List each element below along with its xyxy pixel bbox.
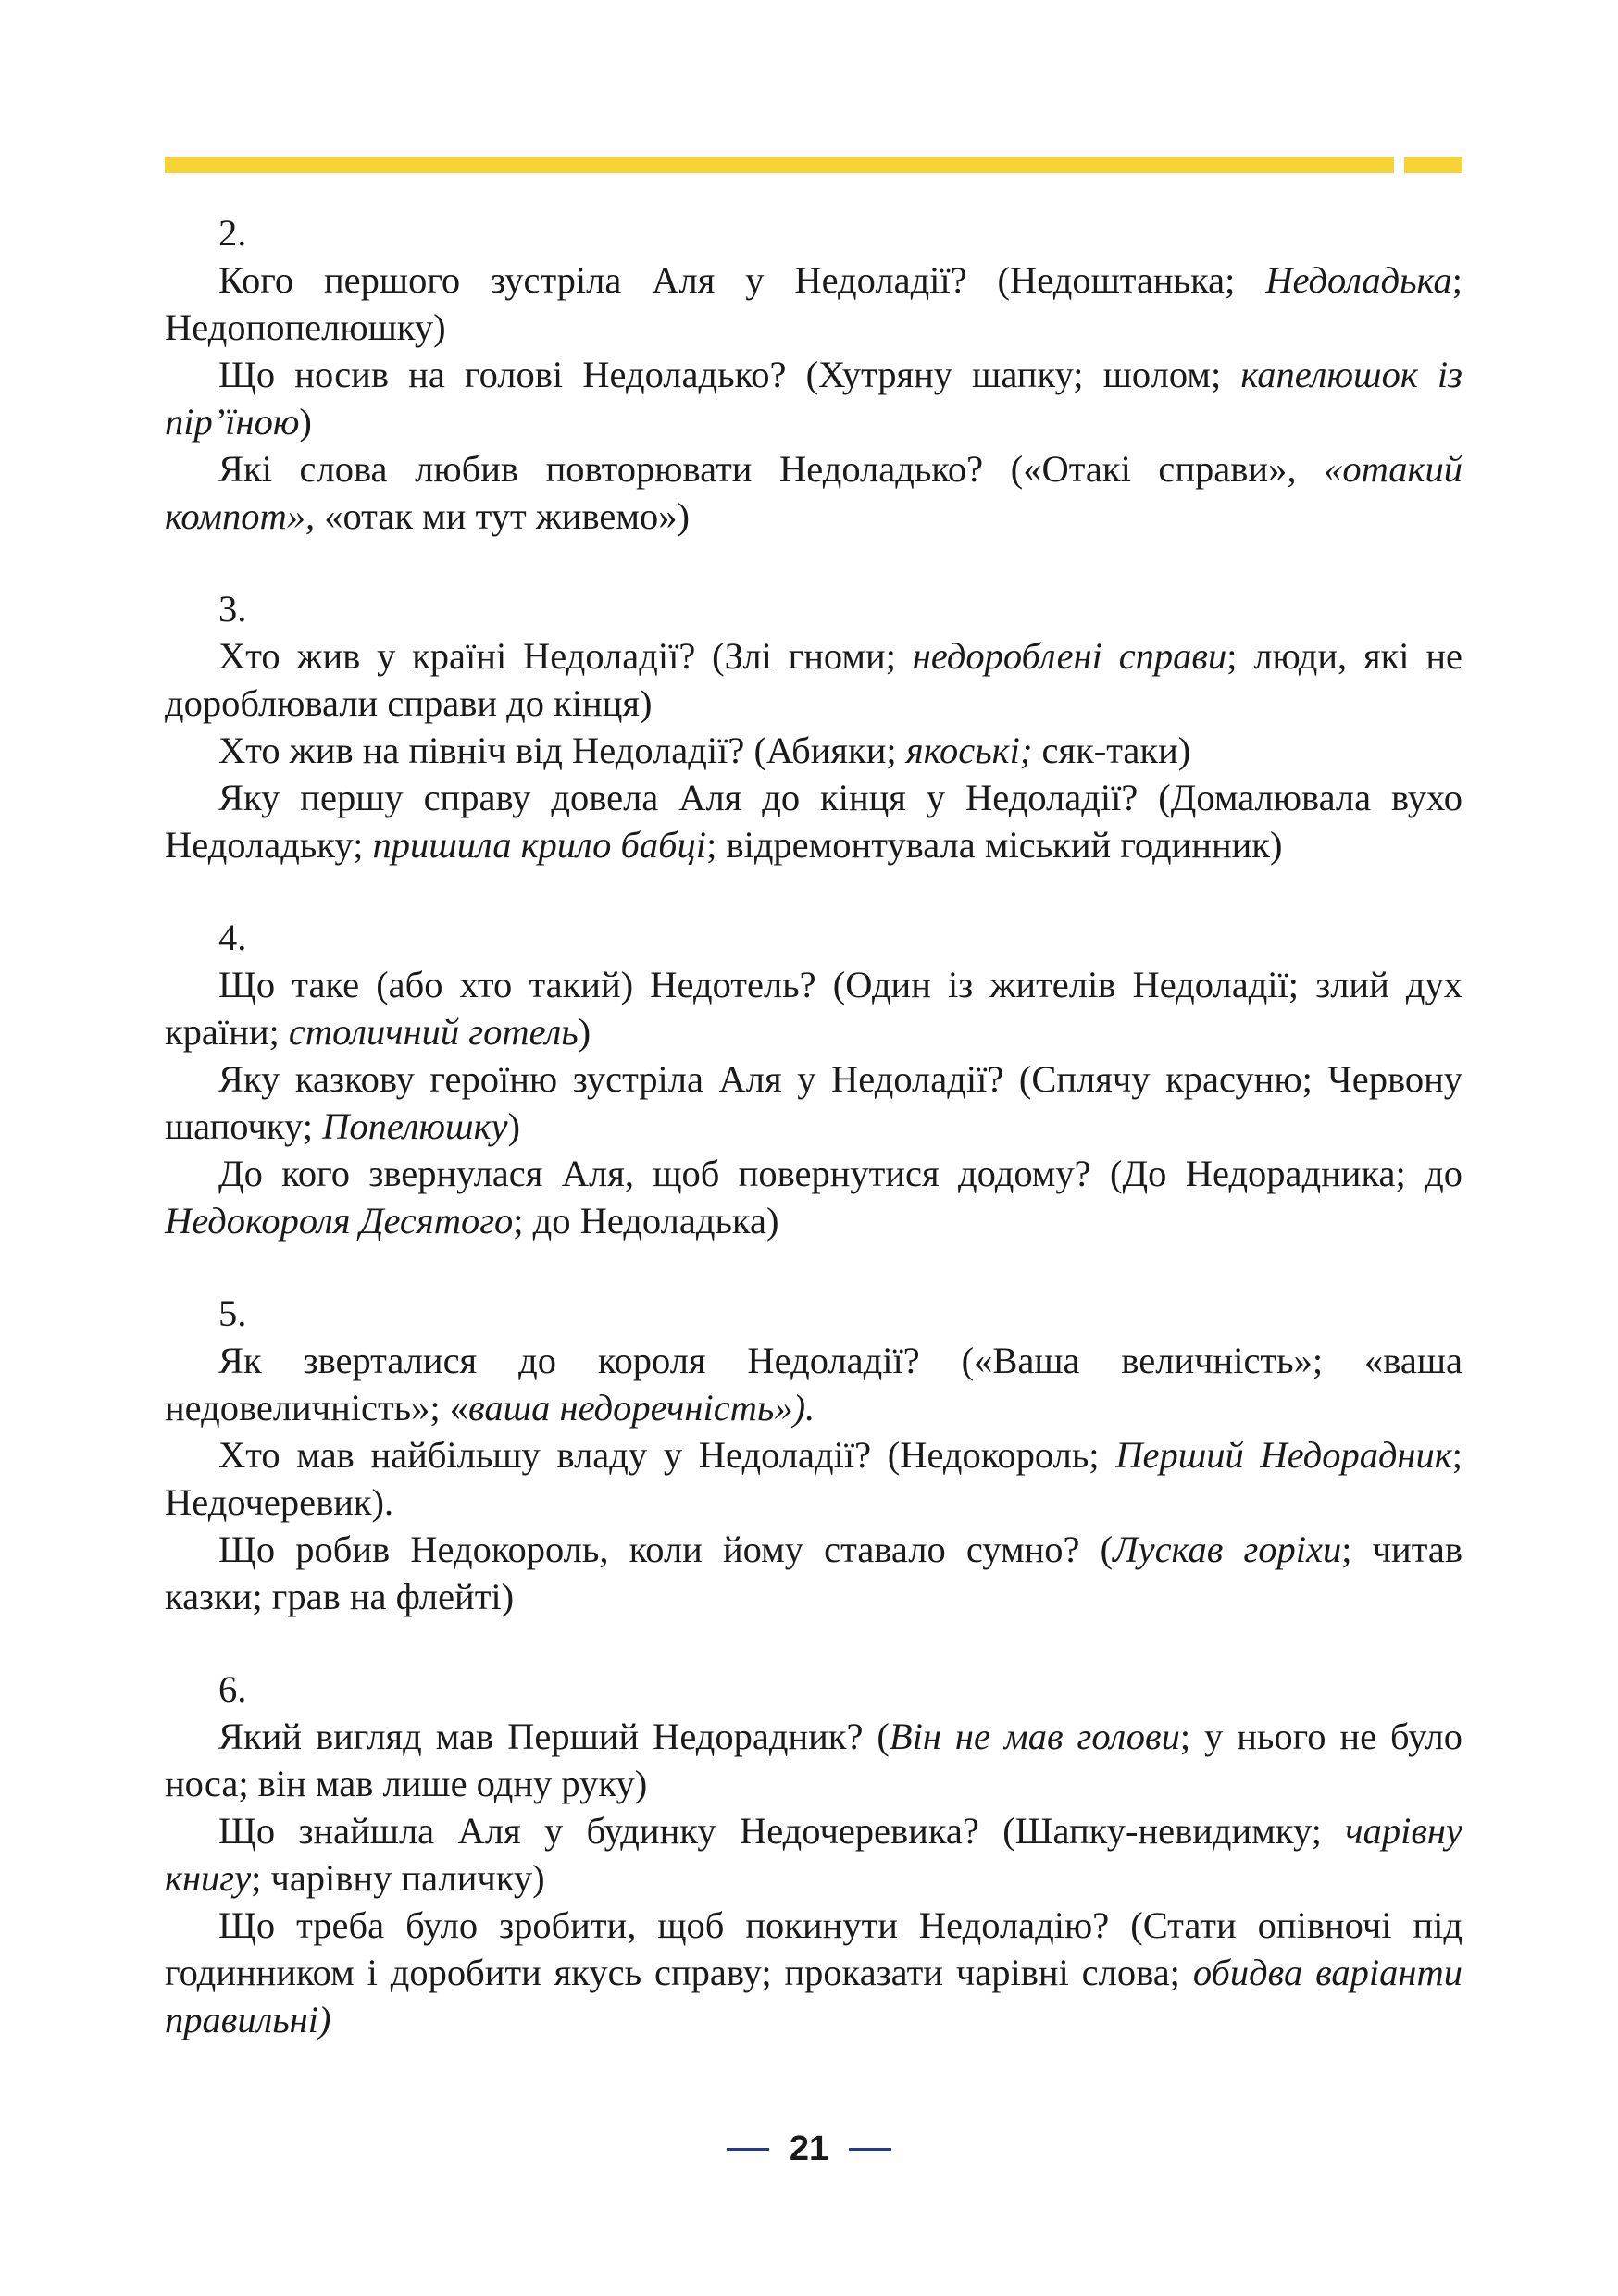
section-number: 6. [218,1668,247,1710]
question-text: ; чарівну паличку) [251,1857,545,1899]
correct-answer: Недокороля Десятого [165,1200,514,1242]
correct-answer: обидва варіанти правильні) [165,1952,1462,2040]
question [165,1713,1462,1807]
question-text: сяк-таки) [1032,730,1191,771]
question-text: ; у нього не було носа; він мав лише одну руку) [165,1716,1462,1804]
question-text: Який вигляд мав Перший Недорадник? ( [218,1716,890,1757]
section-number: 4. [218,917,247,958]
correct-answer: пришила крило бабці [372,824,707,866]
footer-rule-left [727,2148,769,2151]
question-text: ; люди, які не дороблювали справи до кінця) [165,635,1462,724]
question [165,1337,1462,1431]
question [165,445,1462,540]
question [165,256,1462,351]
question-text: ) [299,401,312,443]
question-text: ; відремонтувала міський годинник) [706,824,1283,866]
quiz-section [165,585,1462,868]
question-text: Кого першого зустріла Аля у Недоладії? (Недоштанька; [218,259,1266,301]
question [165,961,1462,1055]
question-text: ; до Недоладька) [513,1200,779,1242]
quiz-content [165,209,1462,2043]
section-number: 2. [218,212,247,254]
quiz-section [165,209,1462,540]
question-text: До кого звернулася Аля, щоб повернутися додому? (До Недорадника; до [218,1153,1462,1194]
question-text: ; Недочеревик). [165,1434,1462,1523]
question [165,1150,1462,1244]
question-text: «отак ми тут живемо») [315,495,690,537]
question-text: Як зверталися до короля Недоладії? («Ваша величність»; «ваша недовеличність»; « [165,1340,1462,1429]
question-text: Що робив Недокороль, коли йому ставало сумно? ( [218,1529,1114,1570]
correct-answer: «отакий компот», [165,448,1462,537]
question-text: Що таке (або хто такий) Недотель? (Один із жителів Недоладії; злий дух країни; [165,964,1462,1053]
question [165,1431,1462,1526]
correct-answer: столичний готель [288,1011,579,1053]
question [165,1807,1462,1902]
question [165,351,1462,445]
page-number: 21 [789,2129,829,2168]
quiz-section [165,914,1462,1244]
question [165,1526,1462,1620]
question [165,1902,1462,2043]
correct-answer: чарівну книгу [165,1810,1462,1899]
question [165,1055,1462,1150]
question-text: Яку казкову героїню зустріла Аля у Недоладії? (Сплячу красуню; Червону шапочку; [165,1058,1462,1147]
footer-rule-right [849,2148,891,2151]
question-text: Хто жив на північ від Недоладії? (Абияки; [218,730,906,771]
question-text: Які слова любив повторювати Недоладько? («Отакі справи», [218,448,1325,490]
correct-answer: якоські; [905,730,1033,771]
page-footer [0,2128,1618,2170]
correct-answer: капелюшок із пір’їною [165,354,1462,443]
quiz-section [165,1666,1462,2043]
question [165,774,1462,868]
question-text: ) [578,1011,591,1053]
correct-answer: Недоладька [1265,259,1452,301]
question-text: Що носив на голові Недоладько? (Хутряну шапку; шолом; [218,354,1241,395]
question-text: Що треба було зробити, щоб покинути Недоладію? (Стати опівночі під годинником і доробити якусь справу; проказати чарівні слова; [165,1904,1462,1993]
section-number: 3. [218,588,247,630]
correct-answer: недороблені справи [912,635,1227,677]
question-text: Хто мав найбільшу владу у Недоладії? (Недокороль; [218,1434,1116,1476]
correct-answer: Попелюшку [322,1105,508,1147]
correct-answer: ваша недоречність»). [468,1387,815,1429]
question-text: ; читав казки; грав на флейті) [165,1529,1462,1617]
question-text: Яку першу справу довела Аля до кінця у Недоладії? (Домалювала вухо Недоладьку; [165,777,1462,866]
question-text: Хто жив у країні Недоладії? (Злі гноми; [218,635,913,677]
section-number: 5. [218,1292,247,1334]
quiz-section [165,1290,1462,1620]
question [165,632,1462,727]
question-text: Що знайшла Аля у будинку Недочеревика? (Шапку-невидимку; [218,1810,1346,1852]
header-accent-bar [165,157,1394,173]
question [165,727,1462,774]
correct-answer: Лускав горіхи [1113,1529,1342,1570]
header-accent-bar-end [1404,157,1462,173]
correct-answer: Перший Недорадник [1115,1434,1452,1476]
question-text: ; Недопопелюшку) [165,259,1462,348]
question-text: ) [507,1105,521,1147]
correct-answer: Він не мав голови [889,1716,1180,1757]
